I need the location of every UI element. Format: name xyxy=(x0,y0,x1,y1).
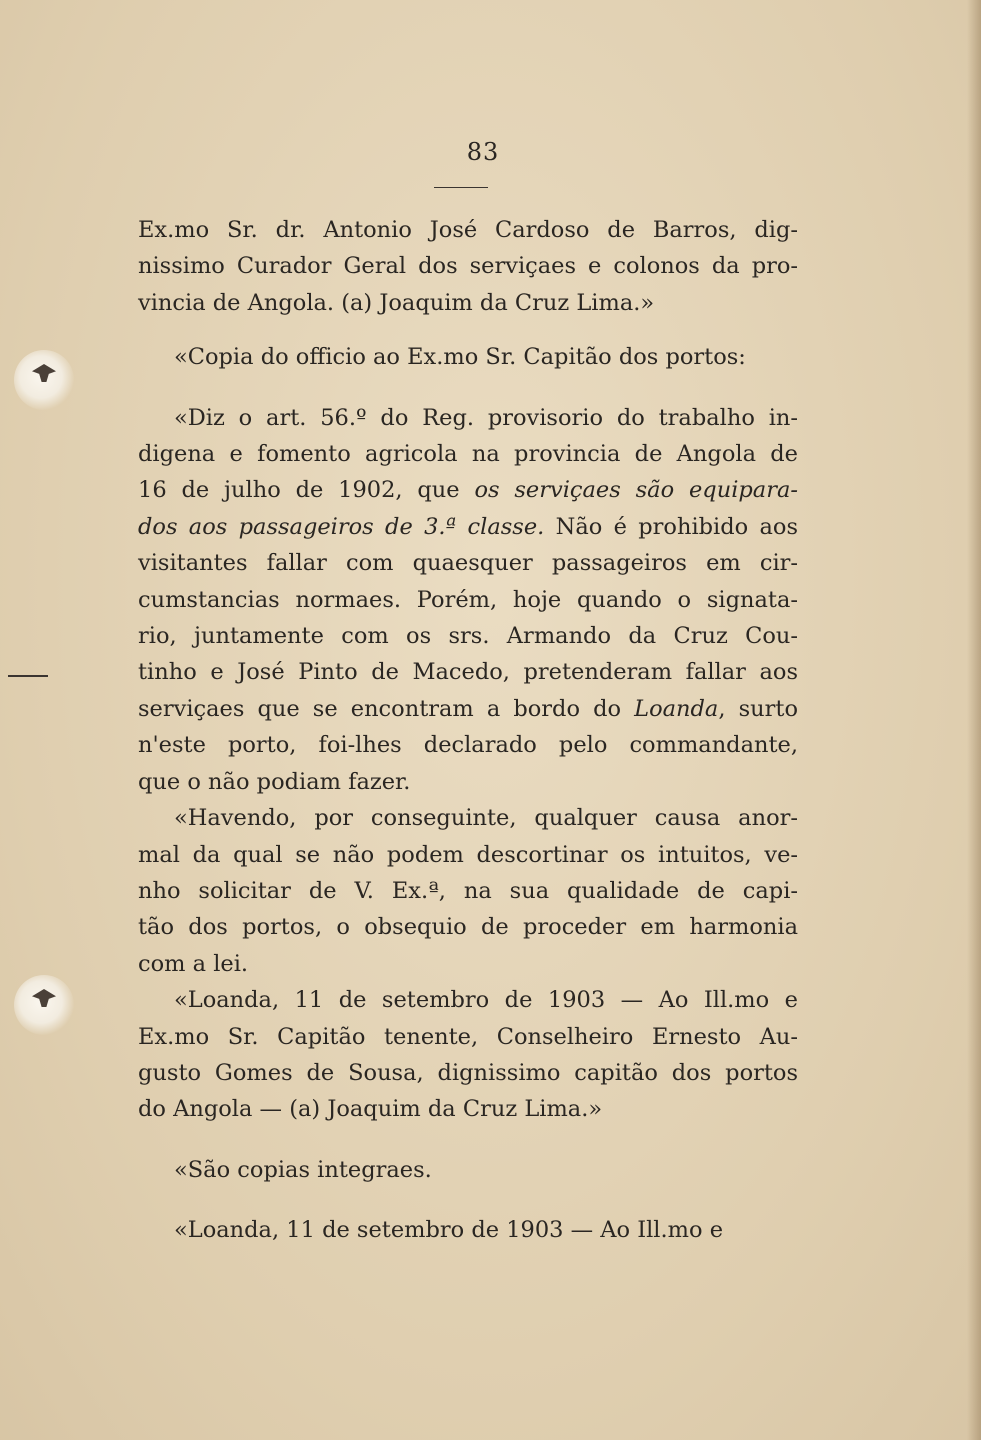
page-edge-shadow xyxy=(967,0,981,1440)
text-line: «São copias integraes. xyxy=(174,1156,432,1183)
text-segment-italic: os serviçaes são equipara- xyxy=(474,477,798,504)
text-line: Ex.mo Sr. dr. Antonio José Cardoso de Barros, dig- xyxy=(138,217,798,243)
text-line xyxy=(138,509,798,545)
text-line: do Angola — (a) Joaquim da Cruz Lima.» xyxy=(138,1096,603,1123)
text-line: «Loanda, 11 de setembro de 1903 — Ao Ill.mo e xyxy=(174,1217,724,1244)
text-line: vincia de Angola. (a) Joaquim da Cruz Lima.» xyxy=(138,289,655,316)
text-segment: serviçaes que se encontram a bordo do xyxy=(138,695,622,722)
text-line: Ex.mo Sr. Capitão tenente, Conselheiro Ernesto Au- xyxy=(138,1023,798,1050)
page-number: 83 xyxy=(466,138,500,166)
text-segment-italic: dos aos passageiros de 3.ª classe. xyxy=(138,513,545,540)
text-line: «Diz o art. 56.º do Reg. provisorio do trabalho in- xyxy=(174,404,798,431)
text-segment: , surto xyxy=(718,695,798,722)
text-line: rio, juntamente com os srs. Armando da Cruz Cou- xyxy=(138,623,798,650)
text-line: gusto Gomes de Sousa, dignissimo capitão dos portos xyxy=(138,1059,798,1086)
text-segment-italic: Loanda xyxy=(634,695,719,722)
text-line xyxy=(138,691,798,727)
text-line: cumstancias normaes. Porém, hoje quando o signata- xyxy=(138,586,798,613)
body-text xyxy=(138,212,798,1249)
text-line: nissimo Curador Geral dos serviçaes e colonos da pro- xyxy=(138,253,798,280)
text-segment: Não é prohibido aos xyxy=(555,513,799,540)
text-line: que o não podiam fazer. xyxy=(138,768,411,795)
text-line: nho solicitar de V. Ex.ª, na sua qualidade de capi- xyxy=(138,877,798,904)
text-line xyxy=(138,472,798,508)
punch-hole-bottom xyxy=(14,975,74,1035)
text-line: tinho e José Pinto de Macedo, pretenderam fallar aos xyxy=(138,659,798,686)
text-line: «Havendo, por conseguinte, qualquer causa anor- xyxy=(174,805,798,832)
text-segment: 16 de julho de 1902, que xyxy=(138,477,460,504)
text-line: tão dos portos, o obsequio de proceder em harmonia xyxy=(138,914,798,941)
text-line: com a lei. xyxy=(138,950,249,977)
binding-mark xyxy=(8,675,48,677)
text-line: «Copia do officio ao Ex.mo Sr. Capitão dos portos: xyxy=(174,344,746,371)
text-line: visitantes fallar com quaesquer passageiros em cir- xyxy=(138,550,798,577)
text-line: digena e fomento agricola na provincia de Angola de xyxy=(138,441,798,468)
punch-hole-top xyxy=(14,350,74,410)
text-line: n'este porto, foi-lhes declarado pelo commandante, xyxy=(138,732,798,759)
header-rule xyxy=(434,187,488,188)
text-line: «Loanda, 11 de setembro de 1903 — Ao Ill.mo e xyxy=(174,987,798,1014)
text-line: mal da qual se não podem descortinar os intuitos, ve- xyxy=(138,841,798,868)
